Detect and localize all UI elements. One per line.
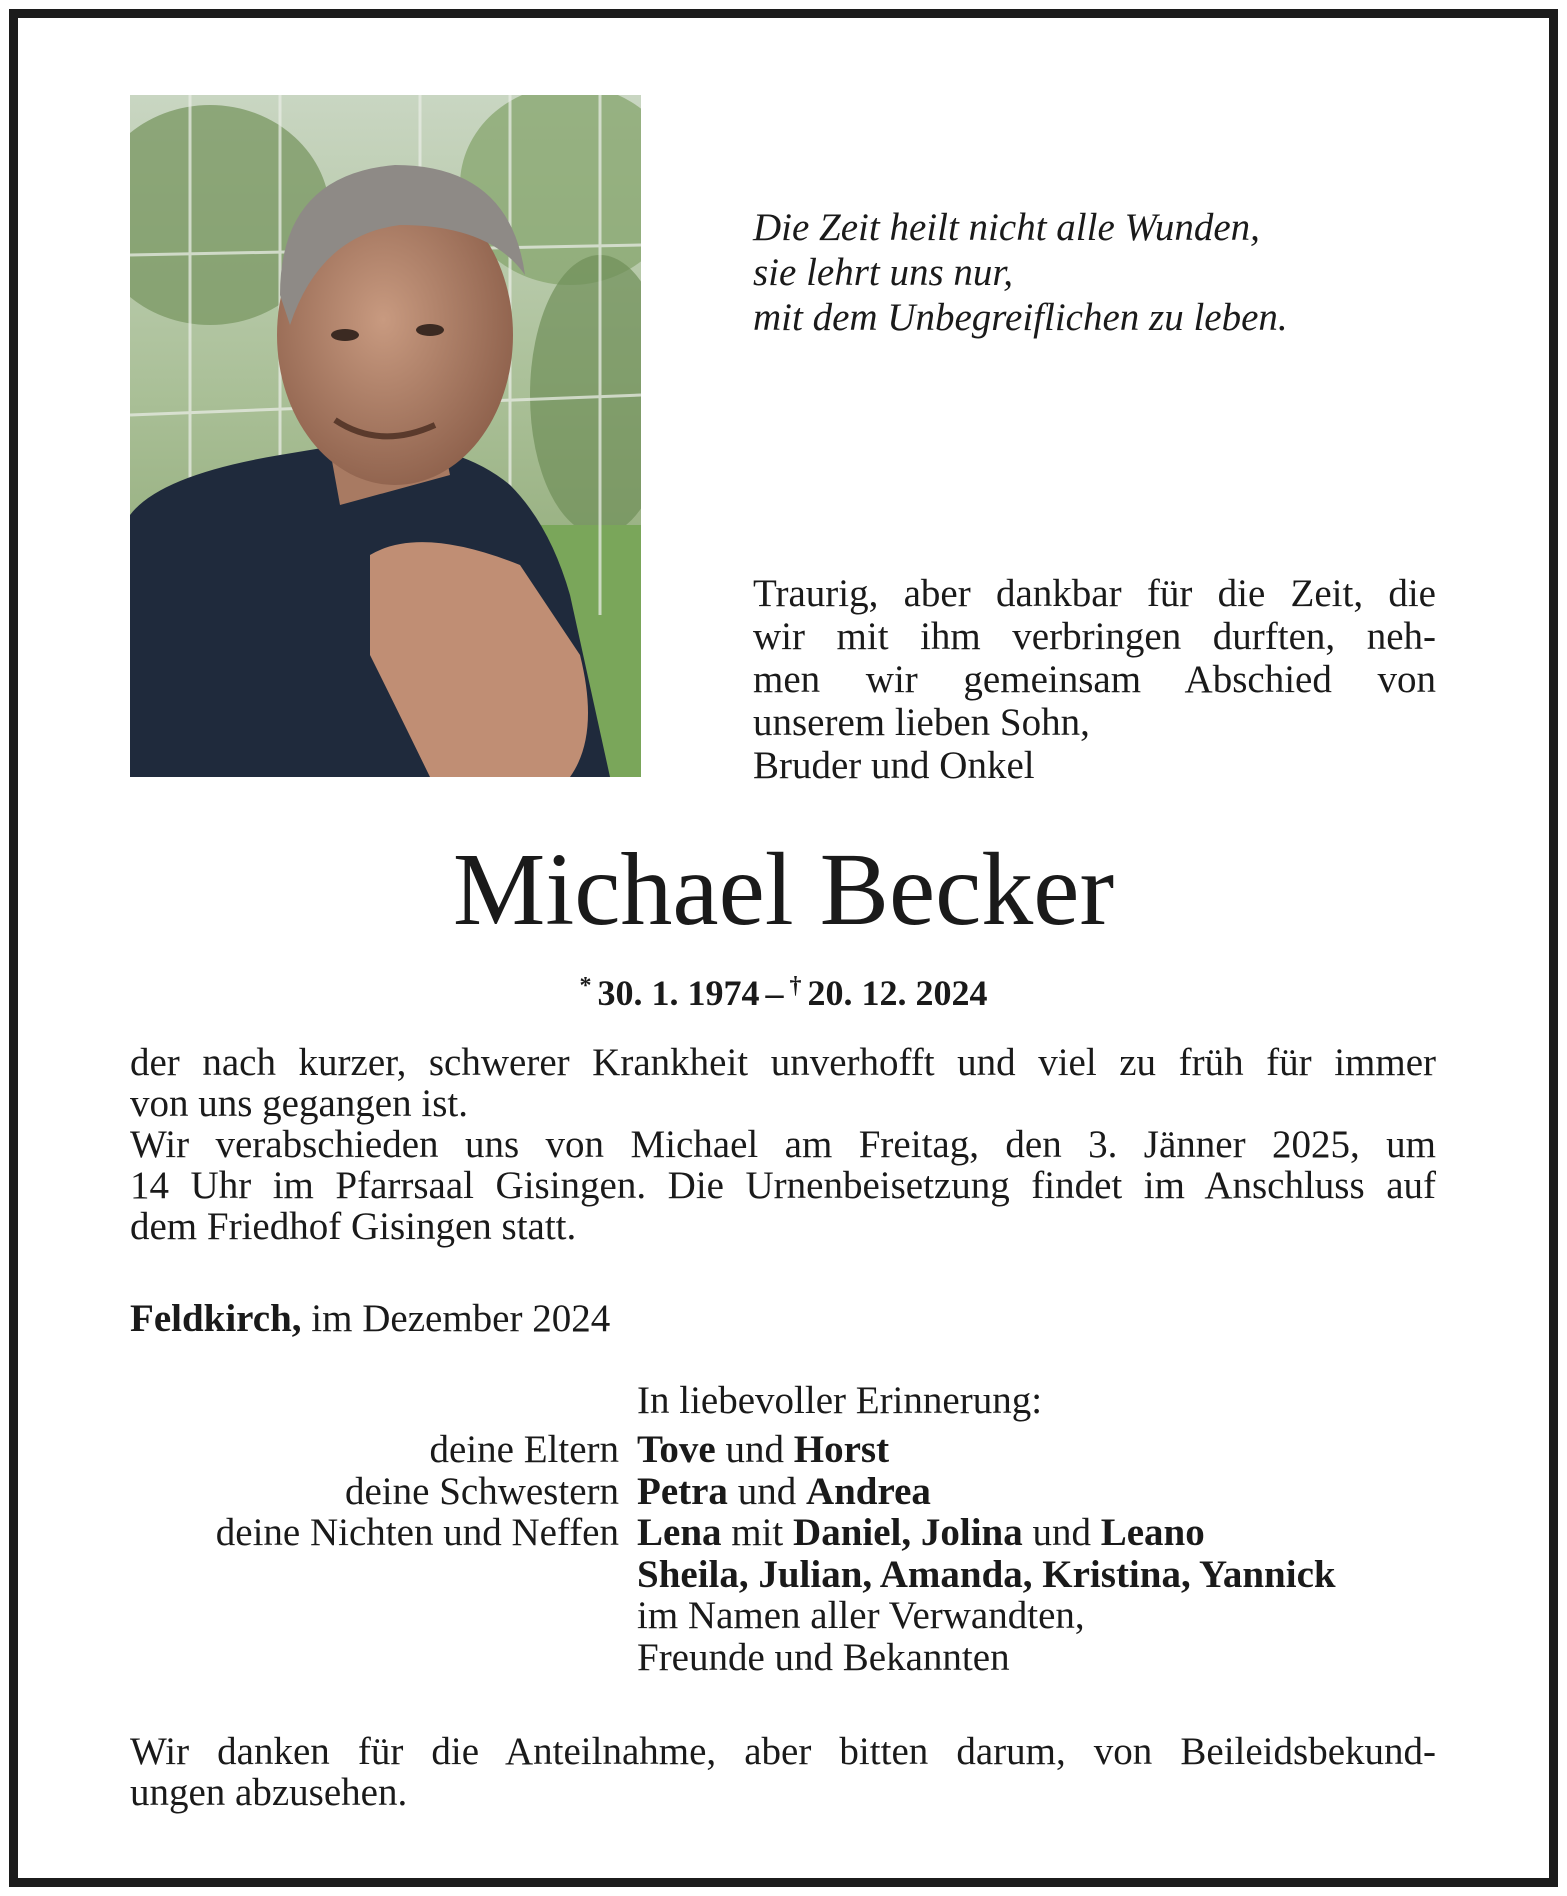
birth-symbol: * bbox=[579, 973, 592, 999]
death-date: 20. 12. 2024 bbox=[807, 973, 988, 1013]
relative-name: Sheila, Julian, Amanda, Kristina, Yannick bbox=[637, 1552, 1336, 1596]
quote-line: Die Zeit heilt nicht alle Wunden, bbox=[753, 206, 1260, 249]
deceased-name: Michael Becker bbox=[452, 832, 1115, 947]
intro-line: wir mit ihm verbringen durften, neh- bbox=[753, 615, 1436, 658]
relative-name: Tove bbox=[637, 1428, 716, 1471]
body-line: der nach kurzer, schwerer Krankheit unverhofft und viel zu früh für immer bbox=[130, 1041, 1436, 1084]
intro-line: Traurig, aber dankbar für die Zeit, die bbox=[753, 572, 1436, 615]
intro-paragraph bbox=[753, 572, 1436, 787]
intro-line: unserem lieben Sohn, bbox=[753, 701, 1090, 744]
relative-names bbox=[637, 1471, 931, 1513]
closing-line: Wir danken für die Anteilnahme, aber bitten darum, von Beileidsbekund- bbox=[130, 1730, 1436, 1773]
announcement-text bbox=[130, 1042, 1436, 1247]
place-date-text: im Dezember 2024 bbox=[311, 1297, 611, 1340]
body-line: 14 Uhr im Pfarrsaal Gisingen. Die Urnenbeisetzung findet im Anschluss auf bbox=[130, 1164, 1436, 1207]
death-symbol: † bbox=[789, 973, 802, 999]
date-dash: – bbox=[765, 973, 784, 1013]
intro-line: men wir gemeinsam Abschied von bbox=[753, 658, 1436, 701]
connector: mit bbox=[721, 1511, 794, 1554]
closing-note bbox=[130, 1731, 1436, 1813]
relatives-footer: im Namen aller Verwandten, bbox=[637, 1594, 1085, 1637]
place-date bbox=[130, 1297, 610, 1341]
relative-names bbox=[637, 1429, 889, 1471]
relative-names bbox=[637, 1512, 1205, 1554]
birth-date: 30. 1. 1974 bbox=[597, 973, 760, 1013]
connector: und bbox=[1022, 1511, 1101, 1554]
relative-name: Daniel, Jolina bbox=[793, 1511, 1023, 1554]
relative-label: deine Nichten und Neffen bbox=[215, 1511, 619, 1554]
relatives-footer: Freunde und Bekannten bbox=[637, 1635, 1010, 1679]
connector: und bbox=[715, 1428, 794, 1471]
relative-name: Leano bbox=[1100, 1511, 1205, 1554]
portrait-illustration bbox=[130, 95, 641, 777]
quote-line: sie lehrt uns nur, bbox=[753, 251, 1014, 294]
body-line: dem Friedhof Gisingen statt. bbox=[130, 1205, 577, 1248]
relative-name: Lena bbox=[637, 1511, 722, 1554]
remembrance-heading: In liebevoller Erinnerung: bbox=[637, 1379, 1043, 1422]
life-dates bbox=[0, 962, 1567, 1017]
relative-name: Andrea bbox=[805, 1469, 931, 1513]
relative-name: Horst bbox=[793, 1428, 890, 1471]
body-line: Wir verabschieden uns von Michael am Freitag, den 3. Jänner 2025, um bbox=[130, 1123, 1436, 1166]
relative-label: deine Eltern bbox=[429, 1428, 619, 1471]
place-city: Feldkirch, bbox=[130, 1297, 302, 1340]
memorial-quote bbox=[753, 205, 1393, 340]
relative-names bbox=[637, 1554, 1336, 1596]
connector: und bbox=[727, 1469, 806, 1513]
portrait-photo bbox=[130, 95, 641, 777]
body-line: von uns gegangen ist. bbox=[130, 1082, 468, 1125]
quote-line: mit dem Unbegreiflichen zu leben. bbox=[753, 296, 1288, 339]
closing-line: ungen abzusehen. bbox=[130, 1771, 408, 1814]
relative-label: deine Schwestern bbox=[345, 1469, 619, 1513]
intro-line: Bruder und Onkel bbox=[753, 744, 1035, 787]
relative-name: Petra bbox=[637, 1469, 728, 1513]
